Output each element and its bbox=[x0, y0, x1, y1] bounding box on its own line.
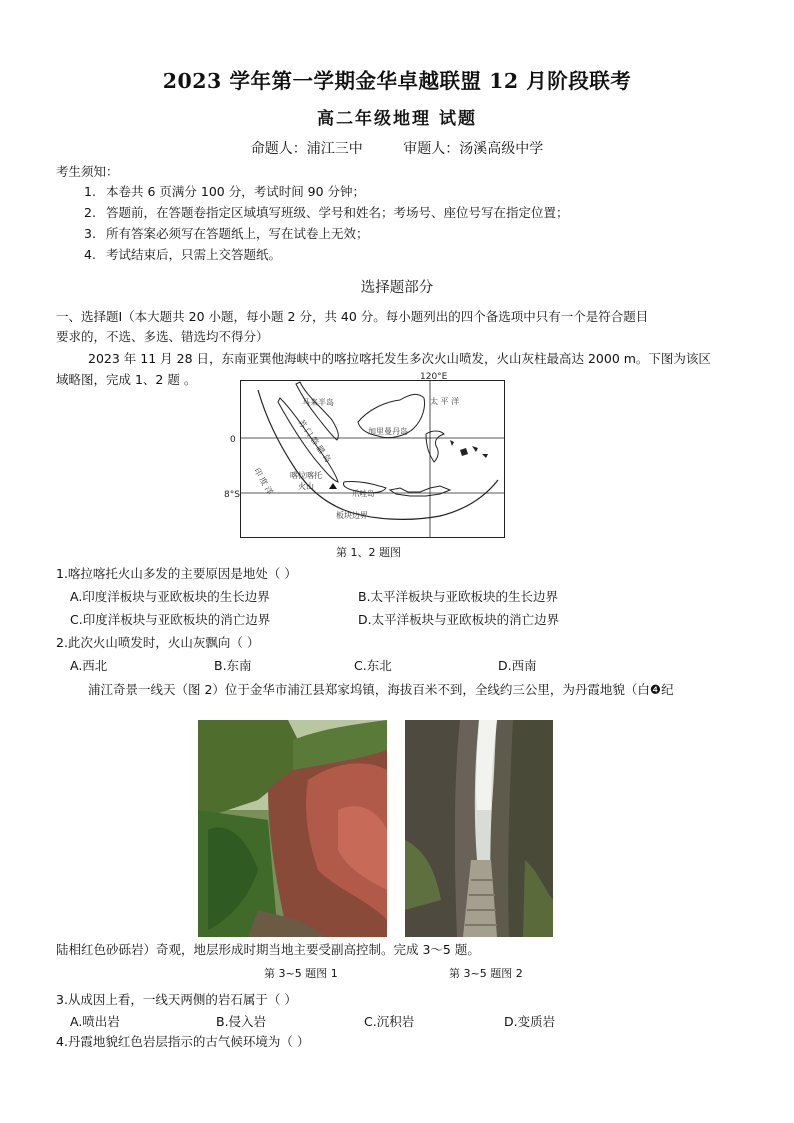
boundary-label: 板块边界 bbox=[336, 511, 368, 520]
question-4-stem: 4.丹霞地貌红色岩层指示的古气候环境为（ ） bbox=[56, 1034, 310, 1049]
photo-red-cliff bbox=[198, 720, 387, 937]
q1-option-b: B.太平洋板块与亚欧板块的生长边界 bbox=[358, 589, 559, 604]
map-frame bbox=[241, 381, 505, 538]
map-caption: 第 1、2 题图 bbox=[336, 546, 401, 559]
lat8-label: 8°S bbox=[224, 490, 240, 500]
volcano-label-line1: 喀拉喀托 bbox=[290, 471, 322, 480]
section-title: 选择题部分 bbox=[360, 280, 434, 296]
photo-narrow-gorge bbox=[405, 720, 553, 937]
question-1-stem: 1.喀拉喀托火山多发的主要原因是地处（ ） bbox=[56, 566, 297, 581]
q1-option-a: A.印度洋板块与亚欧板块的生长边界 bbox=[70, 589, 270, 604]
part-intro-line1: 一、选择题Ⅰ（本大题共 20 小题，每小题 2 分，共 40 分。每小题列出的四个备选项中只有一个是符合题目 bbox=[56, 309, 649, 324]
question-2-stem: 2.此次火山喷发时，火山灰飘向（ ） bbox=[56, 635, 260, 650]
q1-option-d: D.太平洋板块与亚欧板块的消亡边界 bbox=[358, 612, 560, 627]
question-3-stem: 3.从成因上看，一线天两侧的岩石属于（ ） bbox=[56, 992, 297, 1007]
notice-heading: 考生须知： bbox=[56, 164, 119, 179]
passage1-line1: 2023 年 11 月 28 日，东南亚巽他海峡中的喀拉喀托发生多次火山喷发，火山灰柱最高达 2000 m。下图为该区 bbox=[88, 351, 711, 366]
question-1-options-row1 bbox=[70, 587, 730, 607]
malay-label: 马来半岛 bbox=[302, 398, 334, 407]
notice-item: 2. 答题前，在答题卷指定区域填写班级、学号和姓名；考场号、座位号写在指定位置； bbox=[84, 205, 569, 220]
q2-option-c: C.东北 bbox=[354, 658, 392, 673]
notice-item: 1. 本卷共 6 页满分 100 分，考试时间 90 分钟； bbox=[84, 184, 366, 199]
setter: 命题人：浦江三中 bbox=[250, 141, 363, 157]
indian-label: 印 度 洋 bbox=[252, 466, 275, 497]
q1-option-c: C.印度洋板块与亚欧板块的消亡边界 bbox=[70, 612, 271, 627]
fig1-caption: 第 3~5 题图 1 bbox=[264, 967, 338, 980]
question-1-options-row2 bbox=[70, 610, 730, 630]
lon-label: 120°E bbox=[420, 372, 448, 382]
q3-option-c: C.沉积岩 bbox=[364, 1014, 415, 1029]
passage2-line2: 陆相红色砂砾岩）奇观，地层形成时期当地主要受副高控制。完成 3～5 题。 bbox=[56, 942, 480, 957]
passage1-line2: 域略图，完成 1、2 题 。 bbox=[56, 372, 197, 387]
java-label: 爪哇岛 bbox=[352, 489, 375, 498]
part-intro-line2: 要求的，不选、多选、错选均不得分） bbox=[56, 329, 269, 344]
authors-line bbox=[0, 138, 794, 158]
q2-option-a: A.西北 bbox=[70, 658, 108, 673]
notice-item: 3. 所有答案必须写在答题纸上，写在试卷上无效； bbox=[84, 226, 369, 241]
reviewer: 审题人：汤溪高级中学 bbox=[403, 141, 544, 157]
q3-option-b: B.侵入岩 bbox=[216, 1014, 267, 1029]
region-map bbox=[224, 370, 506, 540]
fig2-caption: 第 3~5 题图 2 bbox=[449, 967, 523, 980]
pacific-label: 太 平 洋 bbox=[430, 397, 460, 406]
exam-subtitle: 高二年级地理 试题 bbox=[317, 109, 477, 129]
volcano-label-line2: 火山 bbox=[298, 482, 314, 491]
question-3-options bbox=[70, 1012, 730, 1032]
notice-list bbox=[84, 182, 569, 266]
question-2-options bbox=[70, 656, 730, 676]
q2-option-d: D.西南 bbox=[498, 658, 537, 673]
kalimantan-label: 加里曼丹岛 bbox=[368, 427, 408, 436]
passage2-line1: 浦江奇景一线天（图 2）位于金华市浦江县郑家坞镇，海拔百米不到，全线约三公里，为丹霞地貌（白❹纪 bbox=[88, 682, 674, 697]
exam-title: 2023 学年第一学期金华卓越联盟 12 月阶段联考 bbox=[162, 69, 632, 93]
q2-option-b: B.东南 bbox=[214, 658, 252, 673]
notice-item: 4. 考试结束后，只需上交答题纸。 bbox=[84, 247, 282, 262]
sumatra-label: 苏 门 答 腊 岛 bbox=[296, 417, 333, 465]
lat0-label: 0 bbox=[230, 435, 236, 445]
q3-option-a: A.喷出岩 bbox=[70, 1014, 120, 1029]
q3-option-d: D.变质岩 bbox=[504, 1014, 556, 1029]
